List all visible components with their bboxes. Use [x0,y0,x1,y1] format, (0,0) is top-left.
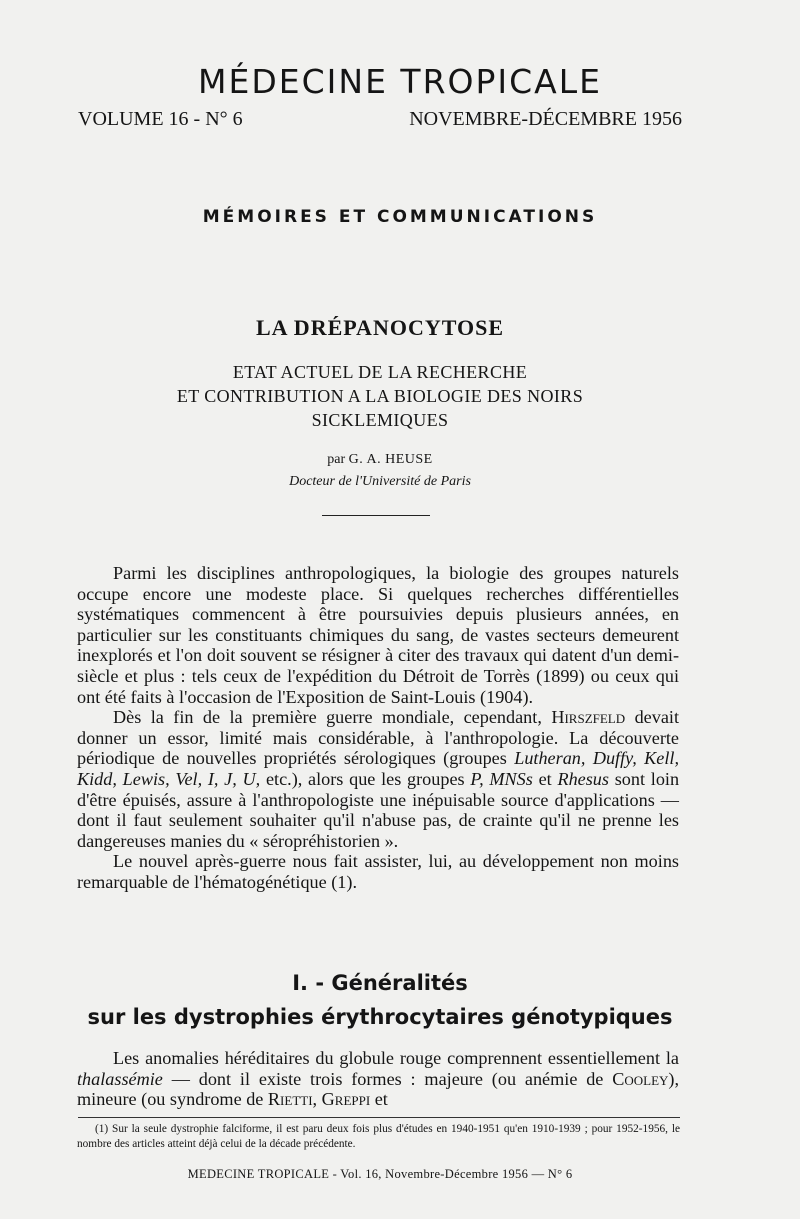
paragraph: Les anomalies héréditaires du globule rouge comprennent essentiellement la thalassémie — dont il existe trois formes : majeure (ou anémie de Cooley), mineure (ou syndrome de Rietti, Greppi et [77,1048,680,1110]
article-title: LA DRÉPANOCYTOSE [255,315,505,340]
introduction [77,563,679,893]
section-heading: MÉMOIRES ET COMMUNICATIONS [202,207,598,227]
journal-title: MÉDECINE TROPICALE [198,62,602,101]
footnote-text: (1) Sur la seule dystrophie falciforme, il est paru deux fois plus d'études en 1940-1951 qu'en 1910-1939 ; pour 1952-1956, le nombre des articles atteint déjà celui de la décade précédente. [77,1123,680,1150]
issue-row [78,108,682,131]
volume-number: VOLUME 16 - N° 6 [78,108,243,130]
section-1-body [77,1048,679,1110]
author-name: G. A. HEUSE [348,452,433,467]
author-ref-cooley: Cooley [612,1068,669,1089]
footnote [77,1122,680,1152]
issue-date: NOVEMBRE-DÉCEMBRE 1956 [409,108,682,130]
paragraph: Dès la fin de la première guerre mondiale, cependant, Hirszfeld devait donner un essor, limité mais considérable, à l'anthropologie. La découverte périodique de nouvelles propriétés sérologiques (groupes Lutheran, Duffy, Kell, Kidd, Lewis, Vel, I, J, U, etc.), alors que les groupes P, MNSs et Rhesus sont loin d'être épuisés, assure à l'anthropologiste une inépuisable source d'applications — dont il faut seulement souhaiter qu'il n'abuse pas, de crainte qu'il ne prenne les dangereuses manies du « séropréhistorien ». [77,707,680,851]
byline [0,452,760,468]
title-divider [322,515,430,516]
author-ref-greppi: Greppi [321,1089,371,1110]
author-ref-rietti: Rietti [267,1089,313,1110]
subtitle-line: SICKLEMIQUES [311,410,449,430]
author-ref-hirszfeld: Hirszfeld [551,707,626,728]
term-thalassemie: thalassémie [77,1068,163,1089]
page-footer: MEDECINE TROPICALE - Vol. 16, Novembre-Décembre 1956 — N° 6 [187,1167,573,1181]
subtitle-line: ET CONTRIBUTION A LA BIOLOGIE DES NOIRS [176,386,584,406]
section-1-heading [0,966,760,1034]
section-1-title-line: I. - Généralités [292,971,468,995]
paragraph: Parmi les disciplines anthropologiques, la biologie des groupes naturels occupe encore une modeste place. Si quelques recherches différentielles systématiques commencent à être poursuivies depuis plusieurs années, en particulier sur les constituants chimiques du sang, de vastes secteurs demeurent inexplorés et l'on doit souvent se résigner à citer des travaux qui datent d'un demi-siècle et plus : tels ceux de l'expédition du Détroit de Torrès (1899) ou ceux qui ont été faits à l'occasion de l'Exposition de Saint-Louis (1904). [77,563,679,707]
subtitle-line: ETAT ACTUEL DE LA RECHERCHE [232,362,528,382]
paragraph: Le nouvel après-guerre nous fait assister, lui, au développement non moins remarquable de l'hématogénétique (1). [77,851,679,892]
footnote-divider [78,1117,680,1118]
author-affiliation: Docteur de l'Université de Paris [289,474,471,489]
byline-prefix: par [327,452,346,467]
section-1-title-line: sur les dystrophies érythrocytaires génotypiques [87,1005,673,1029]
article-subtitle [0,360,760,432]
blood-groups: Lutheran, Duffy, Kell, Kidd, Lewis, Vel, I, J, U, [77,748,679,789]
